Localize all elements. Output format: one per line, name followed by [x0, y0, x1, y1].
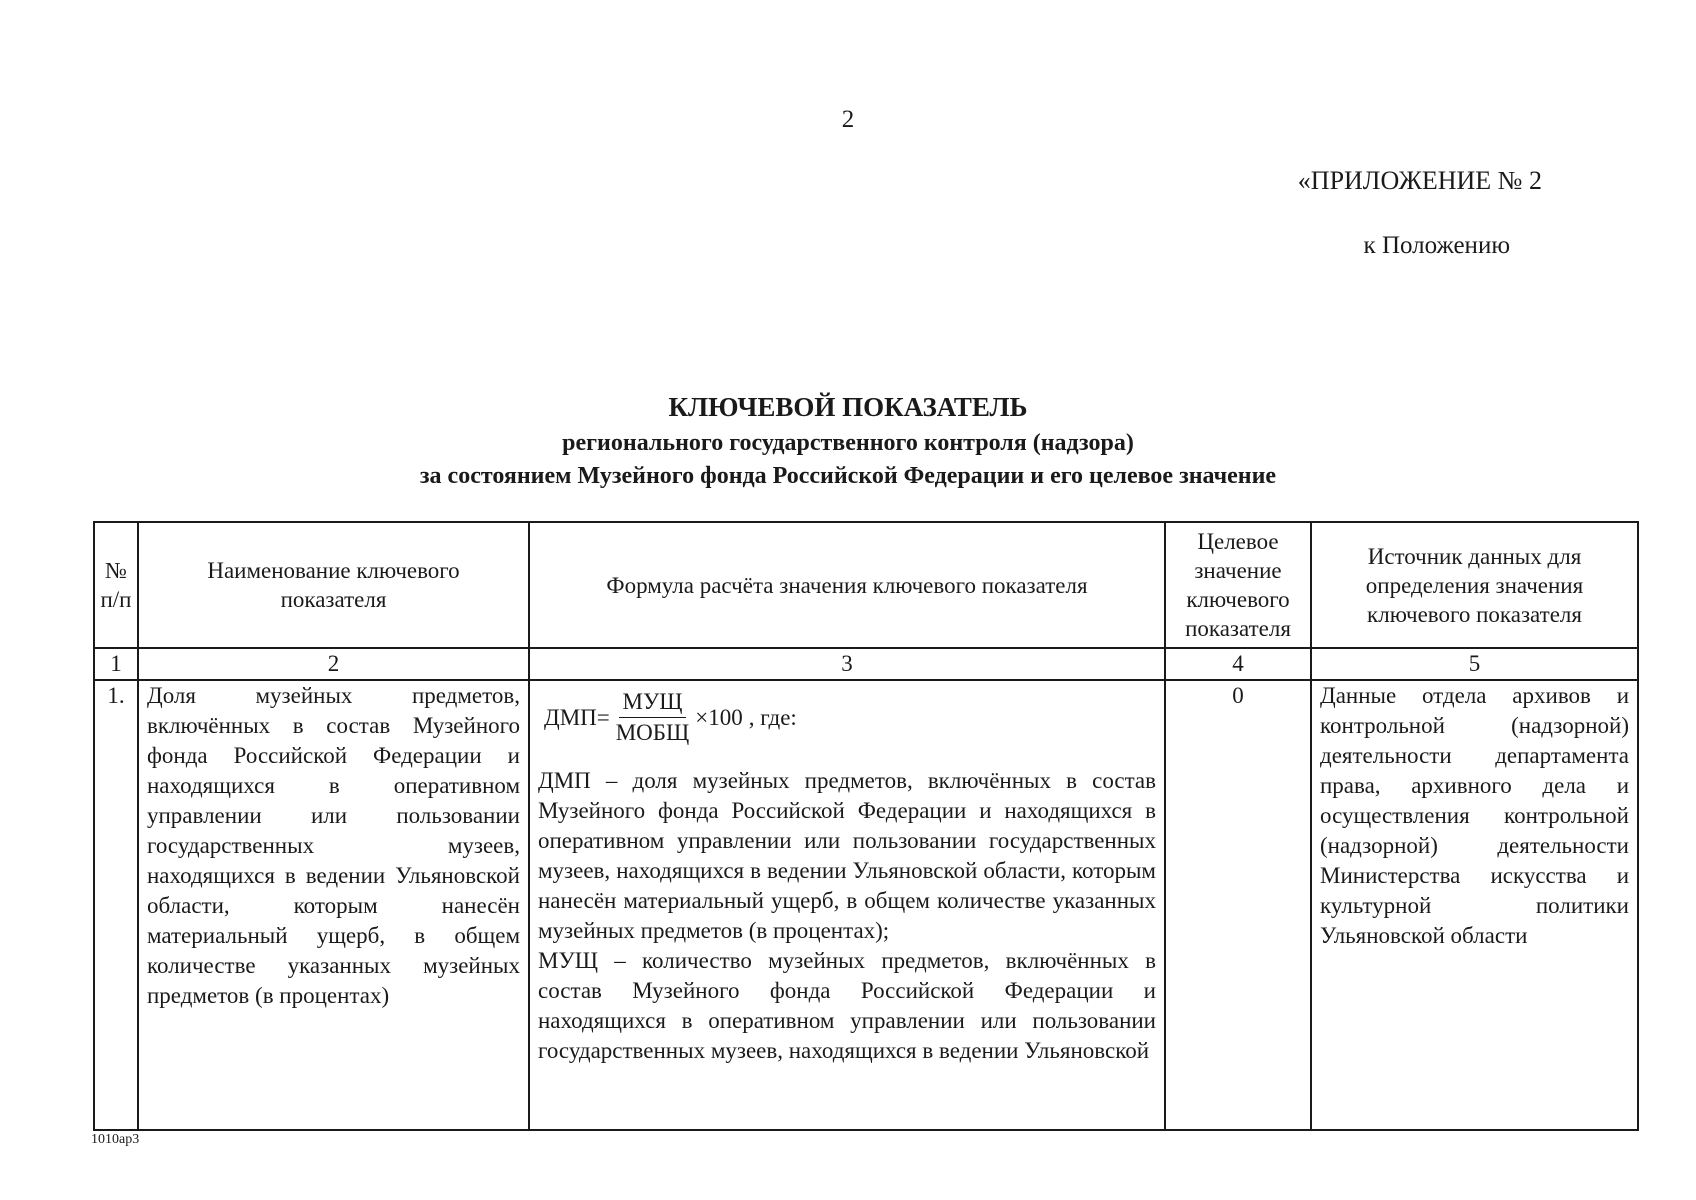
formula-fraction — [612, 687, 693, 748]
column-number-2: 2 — [138, 648, 529, 680]
formula-numerator: МУЩ — [619, 687, 687, 718]
appendix-title: «ПРИЛОЖЕНИЕ № 2 — [1297, 166, 1542, 195]
header-target-value: Целевое значение ключевого показателя — [1165, 522, 1311, 648]
page-number: 2 — [841, 106, 855, 133]
header-number: № п/п — [94, 522, 138, 648]
kpi-table — [93, 521, 1639, 1131]
table-header-row — [94, 522, 1638, 648]
indicator-name-cell: Доля музейных предметов, включённых в состав Музейного фонда Российской Федерации и находящихся в оперативном управлении или пользовании государственных музеев, находящихся в ведении Ульяновской области, которым нанесён материальный ущерб, в общем количестве указанных музейных предметов (в процентах) — [138, 680, 529, 1130]
column-number-5: 5 — [1311, 648, 1638, 680]
definition-dmp: ДМП – доля музейных предметов, включённых в состав Музейного фонда Российской Федерации и находящихся в оперативном управлении или пользовании государственных музеев, находящихся в ведении Ульяновской области, которым нанесён материальный ущерб, в общем количестве указанных музейных предметов (в процентах); — [538, 768, 1156, 943]
appendix-subtitle: к Положению — [1363, 232, 1510, 259]
target-value-cell: 0 — [1165, 680, 1311, 1130]
formula-denominator: МОБЩ — [615, 720, 690, 745]
document-title: КЛЮЧЕВОЙ ПОКАЗАТЕЛЬ — [668, 392, 1028, 422]
header-indicator-name: Наименование ключевого показателя — [138, 522, 529, 648]
data-source-cell: Данные отдела архивов и контрольной (надзорной) деятельности департамента права, архивного дела и осуществления контрольной (надзорной) деятельности Министерства искусства и культурной политики Ульяновской области — [1311, 680, 1638, 1130]
formula-lhs: ДМП= — [544, 704, 610, 730]
header-formula: Формула расчёта значения ключевого показателя — [529, 522, 1165, 648]
document-subtitle-line2: за состоянием Музейного фонда Российской Федерации и его целевое значение — [419, 463, 1277, 489]
footer-code: 1010ар3 — [91, 1132, 140, 1147]
row-number: 1. — [94, 680, 138, 1130]
document-subtitle-line1: регионального государственного контроля (надзора) — [562, 430, 1134, 456]
column-number-1: 1 — [94, 648, 138, 680]
column-number-4: 4 — [1165, 648, 1311, 680]
column-number-row — [94, 648, 1638, 680]
table-row — [94, 680, 1638, 1130]
header-data-source: Источник данных для определения значения ключевого показателя — [1311, 522, 1638, 648]
formula — [544, 687, 1156, 748]
formula-cell — [529, 680, 1165, 1130]
formula-suffix: , где: — [748, 704, 797, 730]
definition-mush: МУЩ – количество музейных предметов, включённых в состав Музейного фонда Российской Федерации и находящихся в оперативном управлении или пользовании государственных музеев, находящихся в ведении Ульяновской — [538, 948, 1156, 1063]
column-number-3: 3 — [529, 648, 1165, 680]
formula-multiplier: ×100 — [695, 704, 743, 730]
